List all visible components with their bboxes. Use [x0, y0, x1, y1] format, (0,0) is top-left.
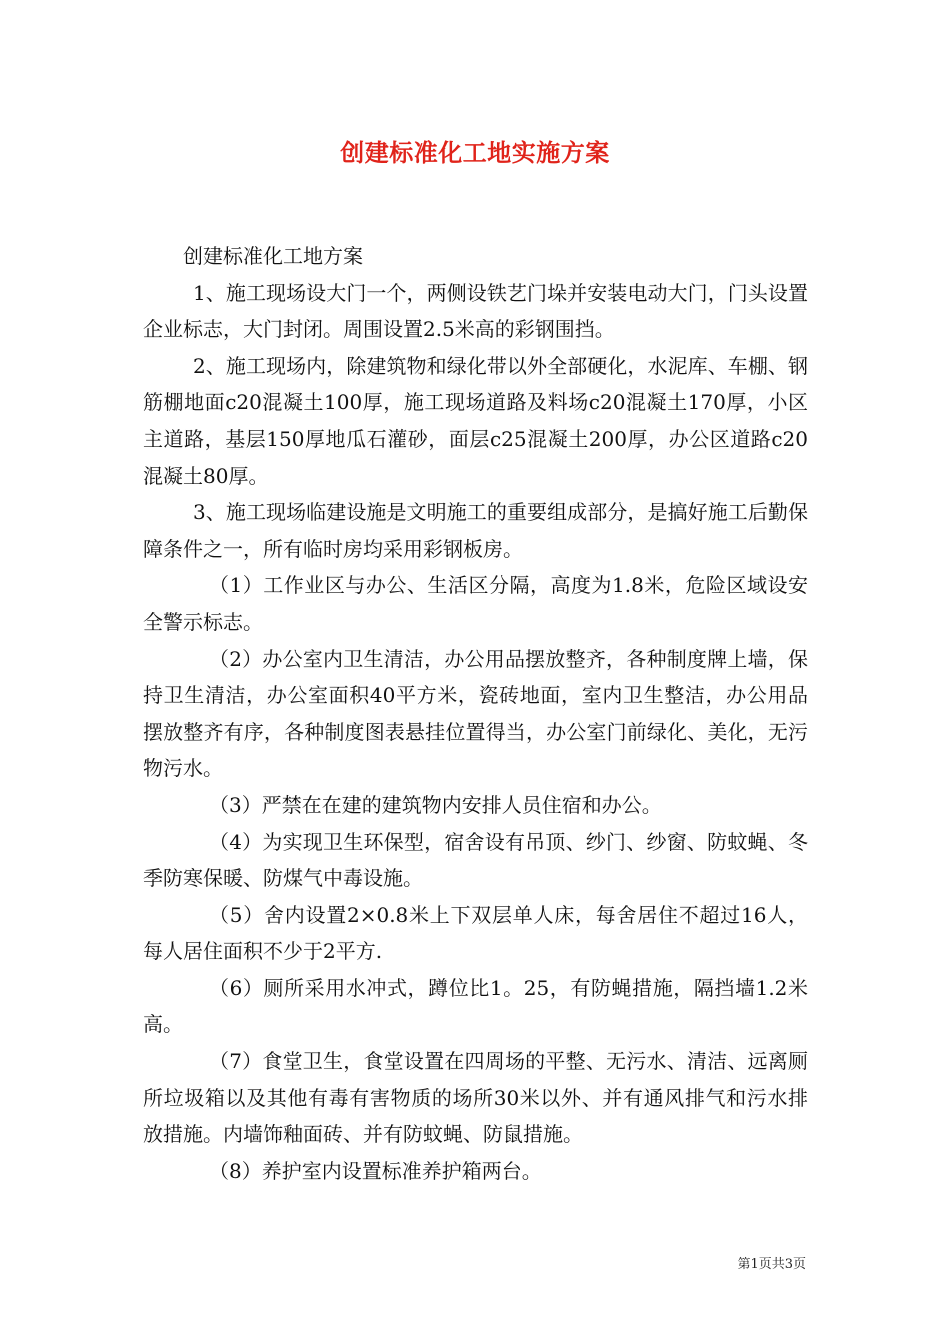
- paragraph-subitem-2: （2）办公室内卫生清洁，办公用品摆放整齐，各种制度牌上墙，保持卫生清洁，办公室面积40平方米，瓷砖地面，室内卫生整洁，办公用品摆放整齐有序，各种制度图表悬挂位置得当，办公室门前绿化、美化，无污物污水。: [143, 646, 808, 781]
- page-number: 第1页共3页: [737, 1257, 806, 1272]
- paragraph-subitem-5: （5）舍内设置2×0.8米上下双层单人床，每舍居住不超过16人，每人居住面积不少于2平方.: [143, 902, 808, 964]
- document-title: 创建标准化工地实施方案: [340, 138, 610, 167]
- paragraph-item-3: 3、施工现场临建设施是文明施工的重要组成部分，是搞好施工后勤保障条件之一，所有临时房均采用彩钢板房。: [143, 500, 808, 561]
- paragraph-subitem-1: （1）工作业区与办公、生活区分隔，高度为1.8米，危险区域设安全警示标志。: [143, 573, 808, 634]
- document-body: [143, 238, 808, 1189]
- paragraph-item-2: 2、施工现场内，除建筑物和绿化带以外全部硬化，水泥库、车棚、钢筋棚地面c20混凝土100厚，施工现场道路及料场c20混凝土170厚，小区主道路，基层150厚地瓜石灌砂，面层c25混凝土200厚，办公区道路c20混凝土80厚。: [143, 353, 808, 488]
- paragraph-subitem-8: （8）养护室内设置标准养护箱两台。: [209, 1158, 542, 1183]
- paragraph-subitem-7: （7）食堂卫生，食堂设置在四周场的平整、无污水、清洁、远离厕所垃圾箱以及其他有毒有害物质的场所30米以外、并有通风排气和污水排放措施。内墙饰釉面砖、并有防蚊蝇、防鼠措施。: [143, 1049, 808, 1147]
- paragraph-subitem-6: （6）厕所采用水冲式，蹲位比1。25，有防蝇措施，隔挡墙1.2米高。: [143, 975, 808, 1037]
- section-heading: 创建标准化工地方案: [183, 244, 363, 268]
- paragraph-item-1: 1、施工现场设大门一个，两侧设铁艺门垛并安装电动大门，门头设置企业标志，大门封闭。周围设置2.5米高的彩钢围挡。: [143, 280, 808, 342]
- paragraph-subitem-3: （3）严禁在在建的建筑物内安排人员住宿和办公。: [209, 792, 662, 817]
- paragraph-subitem-4: （4）为实现卫生环保型，宿舍设有吊顶、纱门、纱窗、防蚊蝇、冬季防寒保暖、防煤气中毒设施。: [143, 829, 808, 891]
